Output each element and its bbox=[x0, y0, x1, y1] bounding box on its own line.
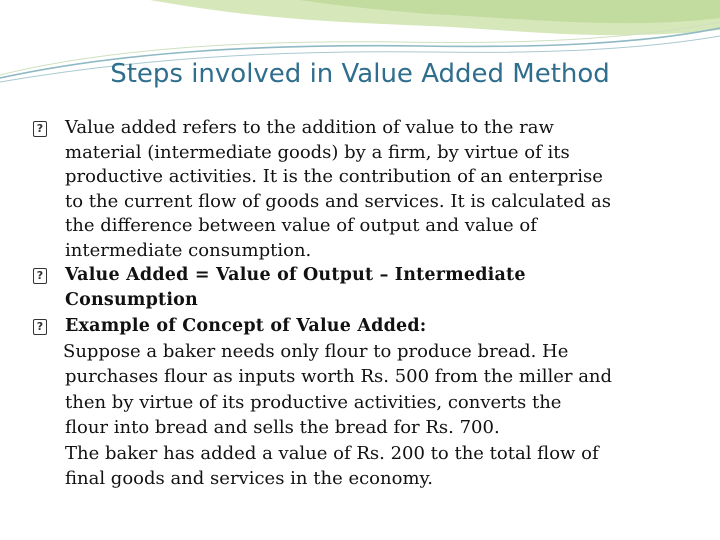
definition-bullet bbox=[33, 116, 693, 263]
conclusion-line: final goods and services in the economy. bbox=[65, 468, 434, 489]
unknown-glyph-box-icon: ? bbox=[33, 121, 47, 137]
unknown-glyph-box-icon: ? bbox=[33, 319, 47, 335]
slide-title: Steps involved in Value Added Method bbox=[110, 59, 610, 89]
formula-line: Consumption bbox=[65, 289, 198, 310]
unknown-glyph-box-icon: ? bbox=[33, 268, 47, 284]
definition-line: the difference between value of output and value of bbox=[65, 215, 537, 236]
example-line: purchases flour as inputs worth Rs. 500 from the miller and bbox=[65, 366, 613, 387]
example-paragraph bbox=[33, 339, 693, 441]
definition-line: intermediate consumption. bbox=[65, 239, 312, 261]
formula-line: Value Added = Value of Output – Intermediate bbox=[65, 265, 526, 285]
example-bullet bbox=[33, 314, 693, 339]
conclusion-line: The baker has added a value of Rs. 200 to the total flow of bbox=[65, 442, 599, 464]
definition-line: Value added refers to the addition of value to the raw bbox=[65, 117, 554, 138]
example-heading: Example of Concept of Value Added: bbox=[65, 316, 427, 336]
conclusion-paragraph bbox=[33, 441, 693, 492]
definition-line: material (intermediate goods) by a firm, by virtue of its bbox=[65, 141, 570, 163]
example-line: then by virtue of its productive activities, converts the bbox=[65, 391, 562, 413]
example-line: Suppose a baker needs only flour to produce bread. He bbox=[63, 340, 569, 362]
definition-line: to the current flow of goods and services. It is calculated as bbox=[65, 190, 611, 212]
definition-line: productive activities. It is the contribution of an enterprise bbox=[65, 166, 603, 187]
slide-body bbox=[33, 116, 693, 492]
formula-bullet bbox=[33, 263, 693, 312]
example-line: flour into bread and sells the bread for Rs. 700. bbox=[65, 417, 500, 438]
